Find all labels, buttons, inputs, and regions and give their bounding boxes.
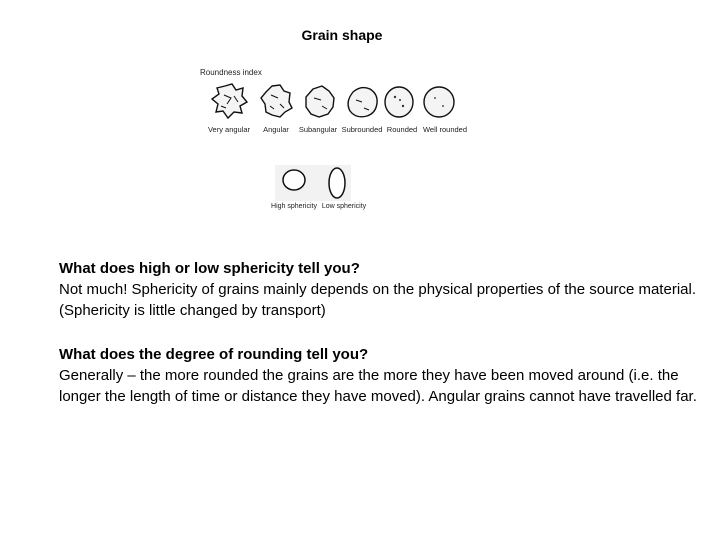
rounding-answer: Generally – the more rounded the grains are the more they have been moved around (i.e. the longer the length of time or distance they have moved). Angular grains cannot have travelled far.	[59, 367, 697, 405]
rounding-question: What does the degree of rounding tell you?	[59, 346, 369, 363]
high-sphericity-grain-icon	[283, 170, 305, 190]
grain-subangular-icon	[306, 86, 334, 117]
rounding-section	[59, 344, 699, 407]
slide-title: Grain shape	[301, 27, 383, 43]
roundness-heading: Roundness index	[200, 68, 262, 77]
grain-shape-figure	[196, 62, 486, 222]
grain-very-angular-icon	[212, 84, 247, 118]
label-low-sphericity: Low sphericity	[321, 203, 367, 210]
label-well-rounded: Well rounded	[422, 125, 468, 134]
sphericity-section	[59, 258, 699, 321]
sphericity-answer: Not much! Sphericity of grains mainly depends on the physical properties of the source material. (Sphericity is little changed by transport)	[59, 281, 696, 319]
label-angular: Angular	[263, 125, 289, 134]
grain-shape-illustration	[196, 62, 486, 222]
label-very-angular: Very angular	[207, 125, 251, 134]
sphericity-question: What does high or low sphericity tell you?	[59, 260, 360, 277]
label-subangular: Subangular	[298, 125, 338, 134]
grain-angular-icon	[261, 85, 292, 117]
label-subrounded: Subrounded	[341, 125, 383, 134]
low-sphericity-grain-icon	[329, 168, 345, 198]
grain-rounded-icon	[385, 87, 413, 117]
label-rounded: Rounded	[386, 125, 418, 134]
label-high-sphericity: High sphericity	[271, 203, 317, 210]
grain-subrounded-icon	[348, 88, 377, 117]
grain-well-rounded-icon	[424, 87, 454, 117]
